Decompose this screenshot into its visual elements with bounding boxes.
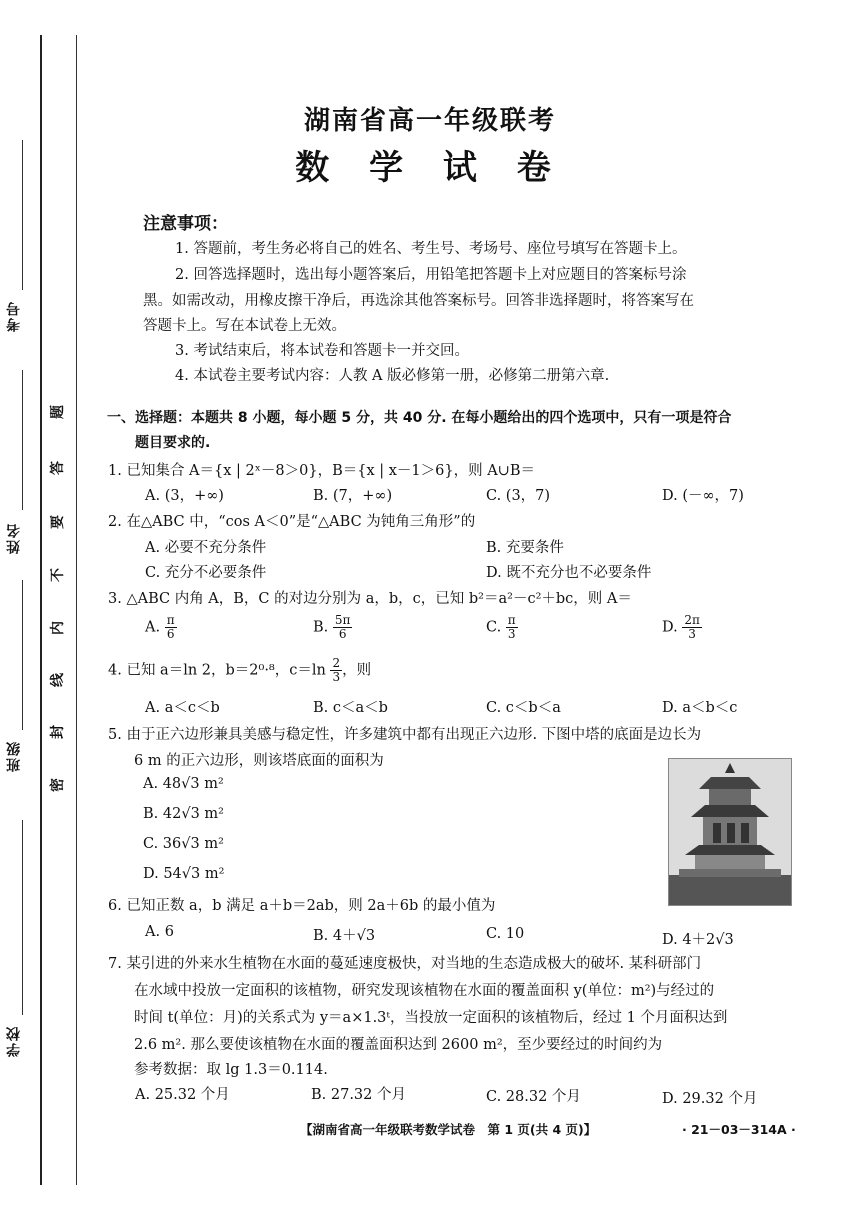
q3-option-b xyxy=(313,614,352,641)
q6-stem: 6. 已知正数 a，b 满足 a＋b＝2ab，则 2a＋6b 的最小值为 xyxy=(108,898,496,914)
q2-option-b: B. 充要条件 xyxy=(486,540,564,556)
seal-char-2: 答 xyxy=(50,461,66,475)
pagoda-illustration xyxy=(669,759,791,905)
q5-option-d: D. 54√3 m² xyxy=(143,866,225,882)
q6-option-b: B. 4＋√3 xyxy=(313,928,376,944)
seal-char-6: 线 xyxy=(50,673,66,687)
q3-option-c xyxy=(486,614,518,641)
q7-option-a: A. 25.32 个月 xyxy=(135,1087,230,1103)
q7-stem-line-2: 在水域中投放一定面积的该植物，研究发现该植物在水面的覆盖面积 y(单位：m²)与经过的 xyxy=(134,983,715,999)
q4-fraction: $\frac{2}{3}$ xyxy=(332,656,341,684)
section-heading-cont: 题目要求的. xyxy=(135,435,211,451)
q3-option-d-fraction: $\frac{2\pi}{3}$ xyxy=(684,613,700,641)
school-label: 学校 xyxy=(6,1025,22,1057)
seal-char-1: 题 xyxy=(50,405,66,419)
name-label: 姓名 xyxy=(6,522,22,554)
class-blank xyxy=(22,580,23,730)
q4-option-c: C. c＜b＜a xyxy=(486,700,561,716)
notice-line-4: 答题卡上。写在本试卷上无效。 xyxy=(143,318,346,334)
q1-option-d: D. (－∞，7) xyxy=(662,488,744,504)
q6-option-d: D. 4＋2√3 xyxy=(662,932,734,948)
q7-option-c: C. 28.32 个月 xyxy=(486,1089,581,1105)
q6-option-c: C. 10 xyxy=(486,926,525,942)
paper-code: · 21－03－314A · xyxy=(682,1122,796,1137)
q3-option-d-label: D. xyxy=(662,619,678,636)
q4-option-a: A. a＜c＜b xyxy=(145,700,220,716)
notice-line-1: 1. 答题前，考生务必将自己的姓名、考生号、考场号、座位号填写在答题卡上。 xyxy=(175,241,687,257)
seal-char-5: 内 xyxy=(50,621,66,635)
exam-number-label: 考号 xyxy=(6,300,22,332)
notice-line-2: 2. 回答选择题时，选出每小题答案后，用铅笔把答题卡上对应题目的答案标号涂 xyxy=(175,267,687,283)
q4-stem: 4. 已知 a＝ln 2，b＝2⁰·⁸，c＝ln $\frac{2}{3}$ ，则 xyxy=(108,656,372,684)
q3-option-c-fraction: $\frac{\pi}{3}$ xyxy=(507,613,516,641)
q5-option-a: A. 48√3 m² xyxy=(143,776,224,792)
q3-stem: 3. △ABC 内角 A，B，C 的对边分别为 a，b，c，已知 b²＝a²－c²＋bc，则 A＝ xyxy=(108,591,632,607)
section-heading: 一、选择题：本题共 8 小题，每小题 5 分，共 40 分. 在每小题给出的四个选项中，只有一项是符合 xyxy=(107,410,732,426)
page-footer: 【湖南省高一年级联考数学试卷 第 1 页(共 4 页)】 xyxy=(300,1122,597,1137)
q7-option-b: B. 27.32 个月 xyxy=(311,1087,406,1103)
seal-char-3: 要 xyxy=(50,515,66,529)
q3-option-a xyxy=(145,614,177,641)
q3-option-a-label: A. xyxy=(145,619,161,636)
notice-heading: 注意事项： xyxy=(143,214,228,234)
q2-option-a: A. 必要不充分条件 xyxy=(145,540,267,556)
q2-option-c: C. 充分不必要条件 xyxy=(145,565,267,581)
q5-option-c: C. 36√3 m² xyxy=(143,836,224,852)
q3-option-a-fraction: $\frac{\pi}{6}$ xyxy=(166,613,175,641)
notice-line-3: 黑。如需改动，用橡皮擦干净后，再选涂其他答案标号。回答非选择题时，将答案写在 xyxy=(143,293,694,309)
q7-option-d: D. 29.32 个月 xyxy=(662,1091,758,1107)
binding-line-inner xyxy=(76,35,77,1185)
q5-stem-line-2: 6 m 的正六边形，则该塔底面的面积为 xyxy=(134,753,384,769)
q1-stem: 1. 已知集合 A＝{x | 2ˣ－8＞0}，B＝{x | x－1＞6}，则 A∪B＝ xyxy=(108,463,535,479)
seal-char-7: 封 xyxy=(50,725,66,739)
class-label: 班级 xyxy=(6,740,22,772)
pagoda-photo xyxy=(668,758,792,906)
q5-option-b: B. 42√3 m² xyxy=(143,806,224,822)
q5-stem-line-1: 5. 由于正六边形兼具美感与稳定性，许多建筑中都有出现正六边形. 下图中塔的底面是边长为 xyxy=(108,727,702,743)
q6-option-a: A. 6 xyxy=(145,924,174,940)
q1-option-b: B. (7，+∞) xyxy=(313,488,393,504)
seal-char-4: 不 xyxy=(50,568,66,582)
q7-reference-data: 参考数据：取 lg 1.3＝0.114. xyxy=(134,1062,328,1078)
q7-stem-line-3: 时间 t(单位：月)的关系式为 y＝a×1.3ᵗ，当投放一定面积的该植物后，经过 1 个月面积达到 xyxy=(134,1010,728,1026)
exam-title: 湖南省高一年级联考 xyxy=(303,106,556,136)
school-blank xyxy=(22,820,23,1015)
binding-line-outer xyxy=(40,35,42,1185)
q4-option-b: B. c＜a＜b xyxy=(313,700,388,716)
notice-line-5: 3. 考试结束后，将本试卷和答题卡一并交回。 xyxy=(175,343,469,359)
name-blank xyxy=(22,370,23,510)
q3-option-d xyxy=(662,614,702,641)
q3-option-c-label: C. xyxy=(486,619,502,636)
q1-option-c: C. (3，7) xyxy=(486,488,551,504)
q1-option-a: A. (3，+∞) xyxy=(145,488,224,504)
q2-stem: 2. 在△ABC 中，“cos A＜0”是“△ABC 为钝角三角形”的 xyxy=(108,514,476,530)
notice-line-6: 4. 本试卷主要考试内容：人教 A 版必修第一册，必修第二册第六章. xyxy=(175,368,610,384)
q2-option-d: D. 既不充分也不必要条件 xyxy=(486,565,652,581)
seal-char-8: 密 xyxy=(50,778,66,792)
q7-stem-line-1: 7. 某引进的外来水生植物在水面的蔓延速度极快，对当地的生态造成极大的破坏. 某科研部门 xyxy=(108,956,702,972)
q7-stem-line-4: 2.6 m². 那么要使该植物在水面的覆盖面积达到 2600 m²，至少要经过的时间约为 xyxy=(134,1037,663,1053)
subject-title: 数 学 试 卷 xyxy=(295,148,565,188)
q3-option-b-label: B. xyxy=(313,619,329,636)
q4-option-d: D. a＜b＜c xyxy=(662,700,738,716)
q3-option-b-fraction: $\frac{5\pi}{6}$ xyxy=(334,613,351,641)
